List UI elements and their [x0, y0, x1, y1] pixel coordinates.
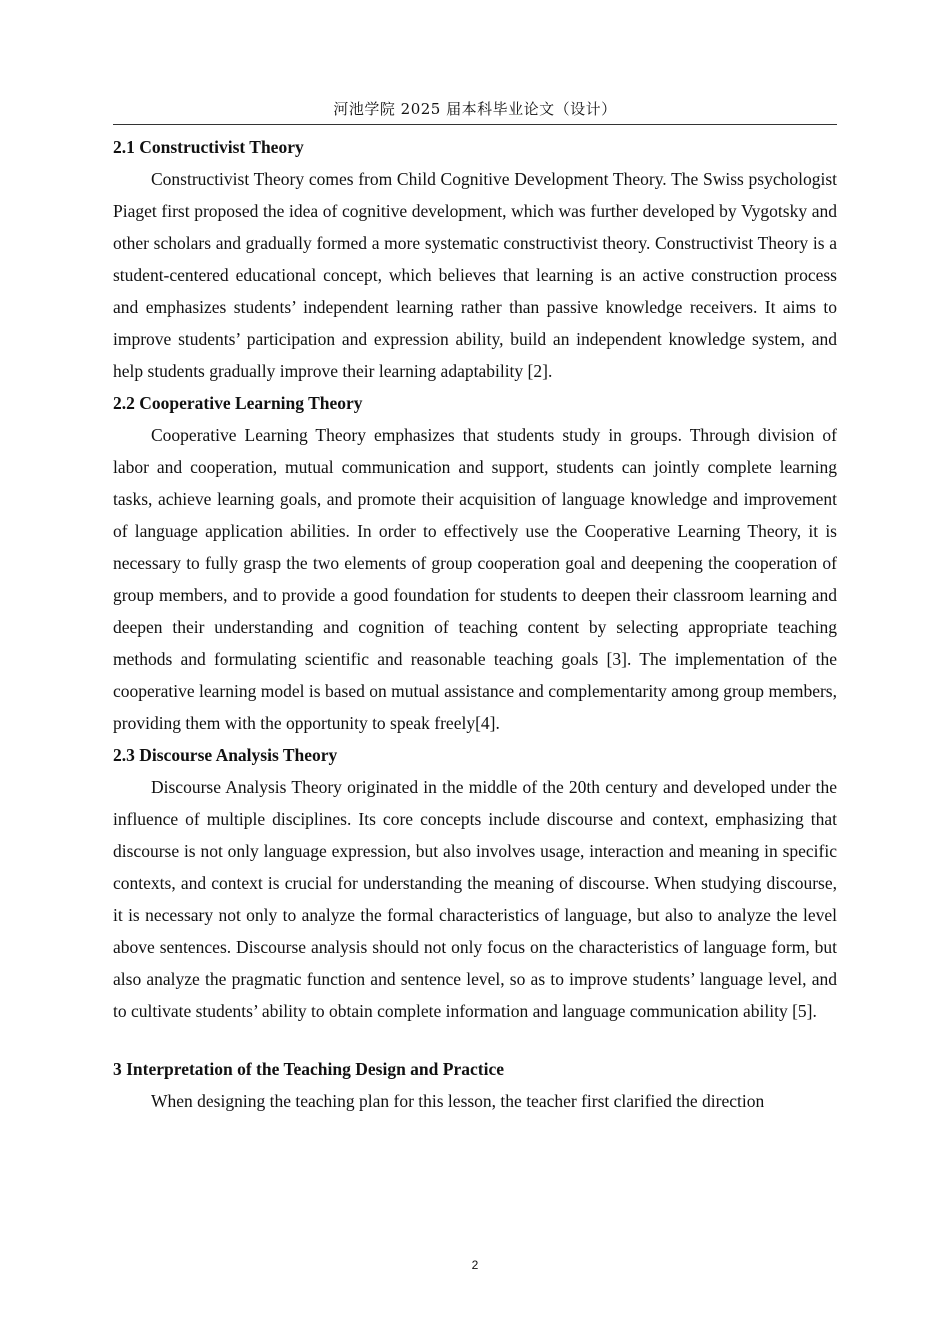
page-number: 2 — [471, 1258, 479, 1272]
header-rule — [113, 124, 837, 125]
section-heading-2-3: 2.3 Discourse Analysis Theory — [113, 745, 338, 765]
section-2-3 — [113, 739, 837, 1027]
section-heading-2-2: 2.2 Cooperative Learning Theory — [113, 393, 363, 413]
section-2-2 — [113, 387, 837, 739]
document-body — [113, 131, 837, 1117]
paragraph-discourse-analysis-theory: Discourse Analysis Theory originated in the middle of the 20th century and developed under the influence of multiple disciplines. Its core concepts include discourse and context, emphasizing that discourse is not only language expression, but also involves usage, interaction and meaning in specific contexts, and context is crucial for understanding the meaning of discourse. When studying discourse, it is necessary not only to analyze the formal characteristics of language, but also to analyze the level above sentences. Discourse analysis should not only focus on the characteristics of language form, but also analyze the pragmatic function and sentence level, so as to improve students’ language level, and to cultivate students’ ability to obtain complete information and language communication ability [5]. — [113, 777, 837, 1021]
paragraph-constructivist-theory: Constructivist Theory comes from Child Cognitive Development Theory. The Swiss psychologist Piaget first proposed the idea of cognitive development, which was further developed by Vygotsky and other scholars and gradually formed a more systematic constructivist theory. Constructivist Theory is a student-centered educational concept, which believes that learning is an active construction process and emphasizes students’ independent learning rather than passive knowledge receivers. It aims to improve students’ participation and expression ability, build an independent knowledge system, and help students gradually improve their learning adaptability [2]. — [113, 169, 837, 381]
section-heading-2-1: 2.1 Constructivist Theory — [113, 137, 304, 157]
section-2-1 — [113, 131, 837, 387]
running-header: 河池学院 2025 届本科毕业论文（设计） — [333, 100, 617, 118]
section-heading-3: 3 Interpretation of the Teaching Design and Practice — [113, 1059, 504, 1079]
paragraph-cooperative-learning-theory: Cooperative Learning Theory emphasizes that students study in groups. Through division of labor and cooperation, mutual communication and support, students can jointly complete learning tasks, achieve learning goals, and promote their acquisition of language knowledge and improvement of language application abilities. In order to effectively use the Cooperative Learning Theory, it is necessary to fully grasp the two elements of group cooperation goal and deepening the cooperation of group members, and to provide a good foundation for students to deepen their classroom learning and deepen their understanding and cognition of teaching content by selecting appropriate teaching methods and formulating scientific and reasonable teaching goals [3]. The implementation of the cooperative learning model is based on mutual assistance and complementarity among group members, providing them with the opportunity to speak freely[4]. — [113, 425, 837, 733]
section-3 — [113, 1053, 837, 1117]
section-spacer — [113, 1027, 837, 1053]
paragraph-teaching-design: When designing the teaching plan for this lesson, the teacher first clarified the direction — [151, 1091, 765, 1111]
